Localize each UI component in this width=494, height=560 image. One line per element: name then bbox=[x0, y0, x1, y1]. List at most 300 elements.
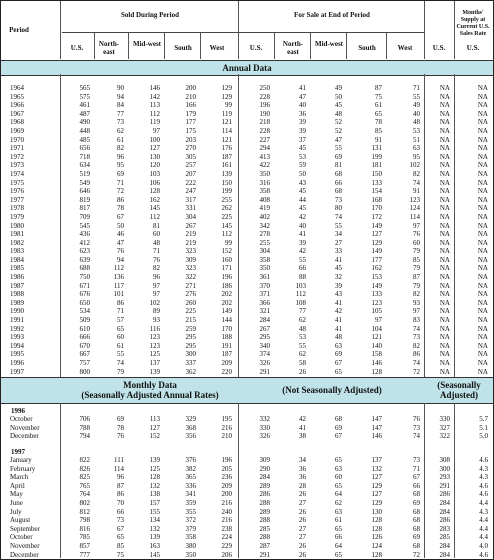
table-cell: 158 bbox=[371, 350, 382, 359]
table-cell: 42 bbox=[299, 212, 306, 221]
table-cell: 72 bbox=[413, 550, 420, 559]
table-cell: 79 bbox=[413, 247, 420, 256]
table-cell: 44 bbox=[299, 195, 306, 204]
table-cell: 372 bbox=[185, 516, 196, 525]
divider bbox=[274, 33, 275, 59]
table-cell: 667 bbox=[79, 350, 90, 359]
row-label: 1980 bbox=[10, 221, 24, 230]
table-cell: 255 bbox=[259, 238, 270, 247]
table-cell: 610 bbox=[79, 324, 90, 333]
table-cell: 225 bbox=[185, 307, 196, 316]
table-cell: 152 bbox=[149, 432, 160, 441]
divider bbox=[424, 403, 425, 558]
table-row bbox=[0, 299, 494, 308]
table-cell: 819 bbox=[79, 195, 90, 204]
table-row bbox=[0, 110, 494, 119]
table-cell: 490 bbox=[79, 118, 90, 127]
row-label: November bbox=[10, 541, 40, 550]
table-cell: NA bbox=[477, 281, 488, 290]
table-cell: 97 bbox=[375, 316, 382, 325]
table-cell: NA bbox=[477, 359, 488, 367]
table-cell: 822 bbox=[79, 456, 90, 464]
table-cell: 225 bbox=[221, 212, 232, 221]
table-cell: 128 bbox=[149, 473, 160, 482]
table-cell: 826 bbox=[79, 464, 90, 473]
table-cell: 228 bbox=[259, 92, 270, 101]
table-cell: 97 bbox=[153, 126, 160, 135]
table-cell: 355 bbox=[185, 507, 196, 516]
table-cell: 36 bbox=[299, 464, 306, 473]
table-row bbox=[0, 333, 494, 342]
table-cell: 788 bbox=[79, 423, 90, 432]
table-cell: 857 bbox=[79, 541, 90, 550]
table-cell: 45 bbox=[335, 101, 342, 110]
table-cell: 82 bbox=[153, 264, 160, 273]
table-cell: 257 bbox=[185, 161, 196, 170]
table-row bbox=[0, 316, 494, 325]
table-cell: 52 bbox=[335, 126, 342, 135]
table-row bbox=[0, 432, 494, 441]
table-cell: 62 bbox=[299, 350, 306, 359]
table-row bbox=[0, 213, 494, 222]
table-cell: NA bbox=[439, 178, 450, 187]
year-1997: 1997 bbox=[11, 448, 25, 456]
table-cell: 50 bbox=[299, 169, 306, 178]
table-row bbox=[0, 307, 494, 316]
table-cell: 236 bbox=[221, 473, 232, 482]
table-cell: 50 bbox=[335, 92, 342, 101]
row-label: 1965 bbox=[10, 92, 24, 101]
table-cell: 26 bbox=[299, 507, 306, 516]
table-cell: 42 bbox=[299, 247, 306, 256]
table-row bbox=[0, 424, 494, 433]
divider bbox=[94, 33, 95, 59]
table-cell: 132 bbox=[149, 481, 160, 490]
table-cell: 294 bbox=[259, 144, 270, 153]
table-row bbox=[0, 179, 494, 188]
table-cell: 295 bbox=[185, 341, 196, 350]
table-cell: 49 bbox=[413, 101, 420, 110]
table-cell: 127 bbox=[371, 490, 382, 499]
table-cell: 267 bbox=[185, 221, 196, 230]
table-cell: 286 bbox=[439, 516, 450, 525]
table-cell: 817 bbox=[79, 204, 90, 213]
table-cell: 337 bbox=[185, 359, 196, 367]
table-cell: 69 bbox=[413, 498, 420, 507]
table-row bbox=[0, 204, 494, 213]
table-cell: 359 bbox=[185, 498, 196, 507]
table-cell: 128 bbox=[149, 187, 160, 196]
table-cell: 86 bbox=[413, 350, 420, 359]
table-cell: 149 bbox=[371, 281, 382, 290]
row-label: April bbox=[10, 481, 25, 490]
table-cell: 785 bbox=[79, 533, 90, 542]
table-cell: 123 bbox=[409, 195, 420, 204]
col-us-sale: U.S. bbox=[249, 44, 263, 52]
table-cell: 26 bbox=[299, 490, 306, 499]
table-row bbox=[0, 525, 494, 534]
table-row bbox=[0, 222, 494, 231]
table-cell: 58 bbox=[299, 359, 306, 367]
table-cell: 322 bbox=[439, 432, 450, 441]
table-cell: NA bbox=[477, 161, 488, 170]
table-cell: 290 bbox=[259, 464, 270, 473]
table-cell: 285 bbox=[259, 524, 270, 533]
table-cell: 84 bbox=[117, 101, 124, 110]
table-cell: 205 bbox=[221, 464, 232, 473]
table-cell: 142 bbox=[149, 92, 160, 101]
table-row bbox=[0, 490, 494, 499]
table-cell: NA bbox=[439, 324, 450, 333]
table-cell: 39 bbox=[299, 118, 306, 127]
table-cell: 4.4 bbox=[479, 516, 488, 525]
table-cell: 34 bbox=[299, 456, 306, 464]
table-cell: 99 bbox=[225, 101, 232, 110]
table-cell: 224 bbox=[221, 533, 232, 542]
table-row bbox=[0, 84, 494, 93]
table-cell: 95 bbox=[117, 161, 124, 170]
table-cell: 356 bbox=[185, 432, 196, 441]
table-cell: 68 bbox=[413, 507, 420, 516]
table-row bbox=[0, 551, 494, 560]
table-cell: 150 bbox=[221, 178, 232, 187]
table-cell: 27 bbox=[299, 498, 306, 507]
table-cell: 656 bbox=[79, 144, 90, 153]
table-cell: 116 bbox=[149, 324, 160, 333]
table-cell: NA bbox=[439, 169, 450, 178]
table-cell: 49 bbox=[335, 84, 342, 92]
table-cell: 39 bbox=[299, 238, 306, 247]
table-cell: 79 bbox=[117, 367, 124, 376]
table-cell: NA bbox=[477, 144, 488, 153]
table-cell: 202 bbox=[221, 290, 232, 299]
row-label: 1987 bbox=[10, 281, 24, 290]
table-cell: 202 bbox=[221, 298, 232, 307]
table-cell: 250 bbox=[259, 84, 270, 92]
table-cell: 53 bbox=[413, 126, 420, 135]
table-cell: 69 bbox=[335, 423, 342, 432]
table-cell: 4.3 bbox=[479, 507, 488, 516]
monthly-1996-table bbox=[0, 415, 494, 441]
table-cell: 78 bbox=[375, 118, 382, 127]
table-cell: 336 bbox=[185, 481, 196, 490]
table-cell: 764 bbox=[79, 490, 90, 499]
table-cell: 48 bbox=[335, 109, 342, 118]
table-cell: 200 bbox=[185, 84, 196, 92]
row-label: 1990 bbox=[10, 307, 24, 316]
table-cell: 112 bbox=[149, 109, 160, 118]
table-cell: 163 bbox=[149, 541, 160, 550]
table-cell: 139 bbox=[149, 533, 160, 542]
table-cell: 62 bbox=[117, 126, 124, 135]
table-cell: 83 bbox=[413, 316, 420, 325]
table-cell: 106 bbox=[149, 178, 160, 187]
divider bbox=[424, 74, 425, 377]
table-cell: NA bbox=[477, 316, 488, 325]
table-cell: 82 bbox=[413, 341, 420, 350]
row-label: December bbox=[10, 550, 39, 559]
table-cell: 670 bbox=[79, 341, 90, 350]
table-cell: 47 bbox=[335, 135, 342, 144]
divider bbox=[238, 74, 239, 377]
table-cell: 286 bbox=[259, 490, 270, 499]
table-cell: 42 bbox=[335, 307, 342, 316]
table-cell: 260 bbox=[185, 298, 196, 307]
table-cell: NA bbox=[477, 264, 488, 273]
table-cell: 37 bbox=[299, 135, 306, 144]
table-cell: 331 bbox=[185, 204, 196, 213]
table-cell: 71 bbox=[413, 464, 420, 473]
row-label: 1984 bbox=[10, 255, 24, 264]
table-row bbox=[0, 153, 494, 162]
table-row bbox=[0, 170, 494, 179]
table-cell: 168 bbox=[371, 195, 382, 204]
table-cell: 139 bbox=[149, 367, 160, 376]
table-cell: 120 bbox=[149, 161, 160, 170]
table-cell: 376 bbox=[185, 456, 196, 464]
table-cell: NA bbox=[439, 195, 450, 204]
row-label: 1969 bbox=[10, 126, 24, 135]
table-cell: 718 bbox=[79, 152, 90, 161]
table-cell: NA bbox=[439, 161, 450, 170]
table-cell: 73 bbox=[413, 333, 420, 342]
table-cell: 129 bbox=[371, 238, 382, 247]
table-cell: 177 bbox=[185, 118, 196, 127]
table-cell: 422 bbox=[259, 161, 270, 170]
table-cell: 295 bbox=[259, 333, 270, 342]
table-cell: 33 bbox=[335, 247, 342, 256]
table-cell: NA bbox=[477, 307, 488, 316]
table-cell: 112 bbox=[221, 230, 232, 239]
row-label: September bbox=[10, 524, 40, 533]
table-cell: 133 bbox=[371, 178, 382, 187]
row-label: 1964 bbox=[10, 84, 24, 92]
table-cell: 216 bbox=[221, 516, 232, 525]
table-cell: 87 bbox=[375, 84, 382, 92]
table-cell: 175 bbox=[185, 126, 196, 135]
divider bbox=[454, 1, 455, 59]
table-cell: 196 bbox=[221, 273, 232, 282]
table-cell: 45 bbox=[335, 264, 342, 273]
table-cell: 284 bbox=[439, 498, 450, 507]
table-cell: 41 bbox=[335, 298, 342, 307]
table-cell: 61 bbox=[335, 516, 342, 525]
table-cell: 55 bbox=[117, 350, 124, 359]
table-cell: 94 bbox=[117, 92, 124, 101]
table-cell: 825 bbox=[79, 473, 90, 482]
table-cell: 85 bbox=[413, 255, 420, 264]
table-cell: 5.1 bbox=[479, 423, 488, 432]
table-cell: 227 bbox=[259, 135, 270, 144]
table-cell: 62 bbox=[335, 498, 342, 507]
table-cell: 124 bbox=[409, 204, 420, 213]
table-cell: 623 bbox=[79, 247, 90, 256]
table-cell: 179 bbox=[185, 109, 196, 118]
table-cell: 350 bbox=[259, 264, 270, 273]
table-cell: 4.6 bbox=[479, 481, 488, 490]
col-s-sold: South bbox=[174, 44, 192, 52]
table-cell: 362 bbox=[185, 367, 196, 376]
table-cell: 87 bbox=[413, 273, 420, 282]
table-cell: 78 bbox=[117, 204, 124, 213]
table-cell: 55 bbox=[335, 144, 342, 153]
table-cell: 53 bbox=[299, 333, 306, 342]
table-cell: 209 bbox=[221, 359, 232, 367]
monthly-subtitle: (Seasonally Adjusted Annual Rates) bbox=[81, 390, 219, 400]
table-cell: 160 bbox=[221, 255, 232, 264]
table-cell: 88 bbox=[299, 273, 306, 282]
table-cell: 487 bbox=[79, 109, 90, 118]
table-cell: 131 bbox=[371, 144, 382, 153]
table-cell: 145 bbox=[221, 221, 232, 230]
table-cell: 127 bbox=[149, 423, 160, 432]
table-cell: 63 bbox=[335, 341, 342, 350]
table-cell: 81 bbox=[153, 221, 160, 230]
row-label: 1993 bbox=[10, 333, 24, 342]
table-cell: 146 bbox=[149, 84, 160, 92]
row-label: November bbox=[10, 423, 40, 432]
divider bbox=[238, 1, 239, 59]
table-cell: NA bbox=[477, 238, 488, 247]
table-row bbox=[0, 187, 494, 196]
table-cell: 47 bbox=[299, 92, 306, 101]
table-cell: NA bbox=[477, 152, 488, 161]
table-cell: 365 bbox=[185, 473, 196, 482]
table-cell: 100 bbox=[149, 135, 160, 144]
table-cell: 323 bbox=[185, 247, 196, 256]
table-cell: 96 bbox=[117, 152, 124, 161]
table-cell: NA bbox=[477, 221, 488, 230]
table-cell: 55 bbox=[299, 255, 306, 264]
table-cell: 43 bbox=[299, 178, 306, 187]
table-cell: 93 bbox=[413, 298, 420, 307]
table-cell: 267 bbox=[259, 324, 270, 333]
divider bbox=[454, 74, 455, 377]
row-label: 1979 bbox=[10, 212, 24, 221]
row-label: July bbox=[10, 507, 22, 516]
table-cell: 575 bbox=[79, 92, 90, 101]
table-cell: 259 bbox=[185, 324, 196, 333]
col-us-supply: U.S. bbox=[466, 44, 480, 52]
table-cell: NA bbox=[477, 350, 488, 359]
table-cell: 113 bbox=[149, 415, 160, 423]
table-cell: 124 bbox=[371, 541, 382, 550]
table-cell: 123 bbox=[149, 333, 160, 342]
table-cell: 408 bbox=[259, 195, 270, 204]
table-cell: 47 bbox=[117, 238, 124, 247]
table-cell: 73 bbox=[117, 118, 124, 127]
table-cell: 128 bbox=[371, 550, 382, 559]
row-label: January bbox=[10, 456, 32, 464]
table-cell: NA bbox=[439, 101, 450, 110]
table-cell: 46 bbox=[117, 230, 124, 239]
table-cell: NA bbox=[439, 273, 450, 282]
table-cell: 137 bbox=[371, 456, 382, 464]
table-cell: 104 bbox=[371, 324, 382, 333]
table-cell: 330 bbox=[259, 423, 270, 432]
table-cell: 289 bbox=[259, 507, 270, 516]
table-cell: 133 bbox=[371, 290, 382, 299]
table-cell: 74 bbox=[335, 212, 342, 221]
table-cell: 121 bbox=[221, 135, 232, 144]
table-cell: 119 bbox=[149, 118, 160, 127]
table-cell: 5.0 bbox=[479, 432, 488, 441]
table-cell: 802 bbox=[79, 498, 90, 507]
table-cell: NA bbox=[439, 298, 450, 307]
table-cell: 305 bbox=[185, 152, 196, 161]
table-cell: 671 bbox=[79, 281, 90, 290]
table-cell: 816 bbox=[79, 524, 90, 533]
row-label: December bbox=[10, 432, 39, 441]
table-cell: NA bbox=[477, 255, 488, 264]
table-cell: 322 bbox=[185, 273, 196, 282]
table-cell: 247 bbox=[185, 187, 196, 196]
table-cell: 166 bbox=[185, 101, 196, 110]
table-cell: 765 bbox=[79, 481, 90, 490]
table-cell: 126 bbox=[371, 533, 382, 542]
table-row bbox=[0, 516, 494, 525]
table-cell: 73 bbox=[413, 423, 420, 432]
table-cell: 39 bbox=[335, 281, 342, 290]
table-row bbox=[0, 482, 494, 491]
table-cell: NA bbox=[477, 84, 488, 92]
table-cell: 85 bbox=[375, 126, 382, 135]
table-cell: 55 bbox=[299, 341, 306, 350]
table-cell: 152 bbox=[221, 247, 232, 256]
table-cell: 123 bbox=[149, 341, 160, 350]
table-row bbox=[0, 101, 494, 110]
table-cell: 76 bbox=[413, 230, 420, 239]
table-cell: 709 bbox=[79, 212, 90, 221]
table-cell: 53 bbox=[299, 152, 306, 161]
table-cell: 222 bbox=[185, 178, 196, 187]
table-row bbox=[0, 264, 494, 273]
row-label: 1991 bbox=[10, 316, 24, 325]
table-row bbox=[0, 415, 494, 424]
table-cell: 121 bbox=[221, 118, 232, 127]
table-cell: 800 bbox=[79, 367, 90, 376]
table-cell: 61 bbox=[375, 101, 382, 110]
table-cell: 77 bbox=[299, 307, 306, 316]
table-cell: 219 bbox=[185, 238, 196, 247]
table-cell: 94 bbox=[117, 255, 124, 264]
divider bbox=[310, 33, 311, 59]
table-cell: 26 bbox=[299, 550, 306, 559]
col-ne-sale: North-east bbox=[282, 40, 304, 56]
table-cell: 284 bbox=[439, 507, 450, 516]
row-label: October bbox=[10, 415, 33, 423]
table-cell: 42 bbox=[299, 415, 306, 423]
table-cell: 69 bbox=[335, 152, 342, 161]
divider bbox=[238, 403, 239, 558]
divider bbox=[454, 403, 455, 558]
table-cell: 309 bbox=[259, 456, 270, 464]
table-cell: 65 bbox=[335, 456, 342, 464]
table-cell: 28 bbox=[299, 481, 306, 490]
table-cell: 67 bbox=[413, 473, 420, 482]
divider bbox=[164, 33, 165, 59]
table-cell: 40 bbox=[413, 109, 420, 118]
table-cell: 4.6 bbox=[479, 550, 488, 559]
table-cell: 448 bbox=[79, 126, 90, 135]
table-cell: 103 bbox=[149, 169, 160, 178]
table-cell: NA bbox=[439, 341, 450, 350]
divider bbox=[200, 33, 201, 59]
table-cell: 200 bbox=[221, 490, 232, 499]
table-cell: 289 bbox=[259, 481, 270, 490]
table-cell: NA bbox=[439, 212, 450, 221]
table-cell: NA bbox=[477, 169, 488, 178]
